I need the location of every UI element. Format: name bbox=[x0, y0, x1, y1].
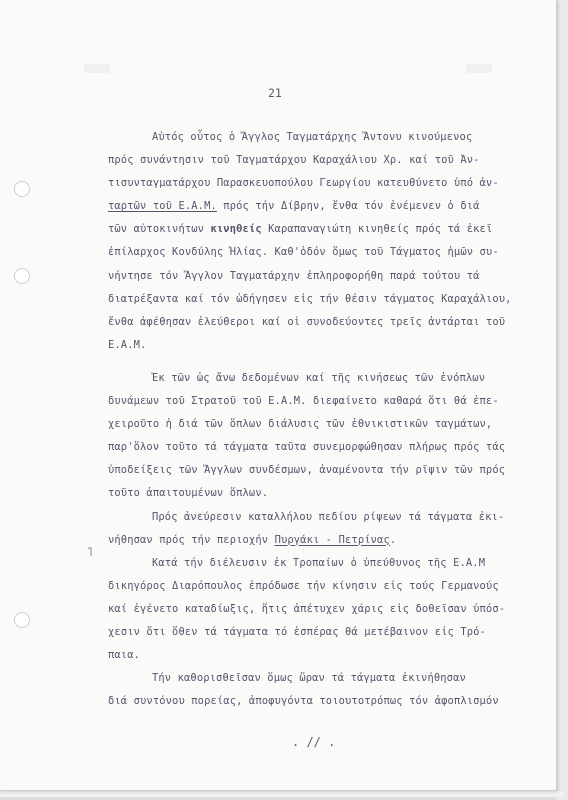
paragraph-gap bbox=[108, 357, 548, 367]
text-line: νήντησε τόν Ἄγγλον Ταγματάρχην ἐπληροφορήθη παρά τούτου τά bbox=[108, 269, 480, 282]
punch-hole-top bbox=[14, 181, 30, 197]
text-line: Τήν καθορισθεῖσαν ὅμως ὥραν τά τάγματα ἐκινήθησαν bbox=[152, 672, 466, 685]
body-text bbox=[108, 126, 548, 713]
text-line: πρός συνάντησιν τοῦ Ταγματάρχου Καραχάλιου Χρ. καί τοῦ Ἀν- bbox=[108, 154, 480, 167]
continuation-mark: . // . bbox=[292, 735, 336, 749]
punch-hole-bottom bbox=[14, 612, 30, 628]
underlying-page-edge bbox=[0, 790, 564, 797]
text-line: δικηγόρος Διαρόπουλος ἐπρόδωσε τήν κίνησιν εἰς τούς Γερμανούς bbox=[108, 579, 499, 592]
text-line: τισυνταγματάρχου Παρασκευοπούλου Γεωργίου κατευθύνετο ὑπό ἀν- bbox=[108, 177, 499, 190]
text-fragment: Καραπαναγιώτη κινηθείς πρός τά ἐκεῖ bbox=[261, 223, 493, 236]
scanner-background-strip bbox=[556, 0, 568, 800]
underlined-phrase: Πυργάκι - Πετρίνας bbox=[274, 533, 390, 546]
text-fragment: πρός τήν Δίβρην, ἔνθα τόν ἐνέμενεν ὁ διά bbox=[216, 200, 480, 213]
margin-mark: ˥ bbox=[86, 545, 94, 559]
bleed-through-mark bbox=[466, 64, 492, 73]
text-line: διατρέξαντα καί τόν ὡδήγησεν εἰς τήν θέσιν τάγματος Καραχάλιου, bbox=[108, 292, 512, 305]
text-line: παρ'ὅλον τοῦτο τά τάγματα ταῦτα συνεμορφώθησαν πλήρως πρός τάς bbox=[108, 441, 506, 454]
text-line: παια. bbox=[108, 649, 141, 662]
text-line bbox=[108, 218, 548, 241]
text-fragment: . bbox=[389, 533, 397, 546]
text-line bbox=[108, 195, 548, 218]
text-line: διά συντόνου πορείας, ἀποφυγόντα τοιουτοτρόπως τόν ἀφοπλισμόν bbox=[108, 695, 499, 708]
text-line: καί ἐγένετο καταδίωξις, ἥτις ἀπέτυχεν χάρις εἰς δοθεῖσαν ὑπόσ- bbox=[108, 602, 506, 615]
text-line: Ε.Α.Μ. bbox=[108, 338, 147, 351]
text-fragment: τῶν αὐτοκινήτων bbox=[108, 223, 205, 236]
text-line: ἔνθα ἀφέθησαν ἐλεύθεροι καί οἱ συνοδεύοντες τρεῖς ἀντάρται τοῦ bbox=[108, 315, 506, 328]
bleed-through-mark bbox=[84, 64, 110, 73]
text-line: ἐπίλαρχος Κονδύλης Ἠλίας. Καθ'ὁδόν ὅμως τοῦ Τάγματος ἡμῶν συ- bbox=[108, 246, 499, 259]
overtyped-word: κινηθείς bbox=[210, 223, 262, 236]
text-line: χειροῦτο ἡ διά τῶν ὅπλων διάλυσις τῶν ἐθνικιστικῶν ταγμάτων, bbox=[108, 418, 493, 431]
text-line: Πρός ἀνεύρεσιν καταλλήλου πεδίου ρίψεων τά τάγματα ἐκι- bbox=[152, 510, 505, 523]
text-fragment: νήθησαν πρός τήν περιοχήν bbox=[108, 533, 275, 546]
punch-hole-middle bbox=[14, 268, 30, 284]
text-line: Ἐκ τῶν ὡς ἄνω δεδομένων καί τῆς κινήσεως τῶν ἐνόπλων bbox=[152, 371, 486, 384]
text-line: χεσιν ὅτι ὅθεν τά τάγματα τό ἑσπέρας θά μετέβαινον εἰς Τρό- bbox=[108, 625, 486, 638]
text-line: Αὐτός οὗτος ὁ Ἄγγλος Ταγματάρχης Ἄντονυ κινούμενος bbox=[152, 131, 473, 143]
text-line: ὑποδείξεις τῶν Ἄγγλων συνδέσμων, ἀναμένοντα τήν ρῖψιν τῶν πρός bbox=[108, 464, 506, 477]
text-line bbox=[108, 529, 548, 552]
underlined-phrase: ταρτῶν τοῦ Ε.Α.Μ. bbox=[108, 200, 217, 213]
page-number: 21 bbox=[268, 86, 282, 100]
text-line: δυνάμεων τοῦ Στρατοῦ τοῦ Ε.Α.Μ. διεφαίνετο καθαρά ὅτι θά ἐπε- bbox=[108, 395, 499, 408]
text-line: Κατά τήν διέλευσιν ἐκ Τροπαίων ὁ ὑπεύθυνος τῆς Ε.Α.Μ bbox=[152, 556, 486, 569]
text-line: τοῦτο ἀπαιτουμένων ὅπλων. bbox=[108, 487, 269, 500]
